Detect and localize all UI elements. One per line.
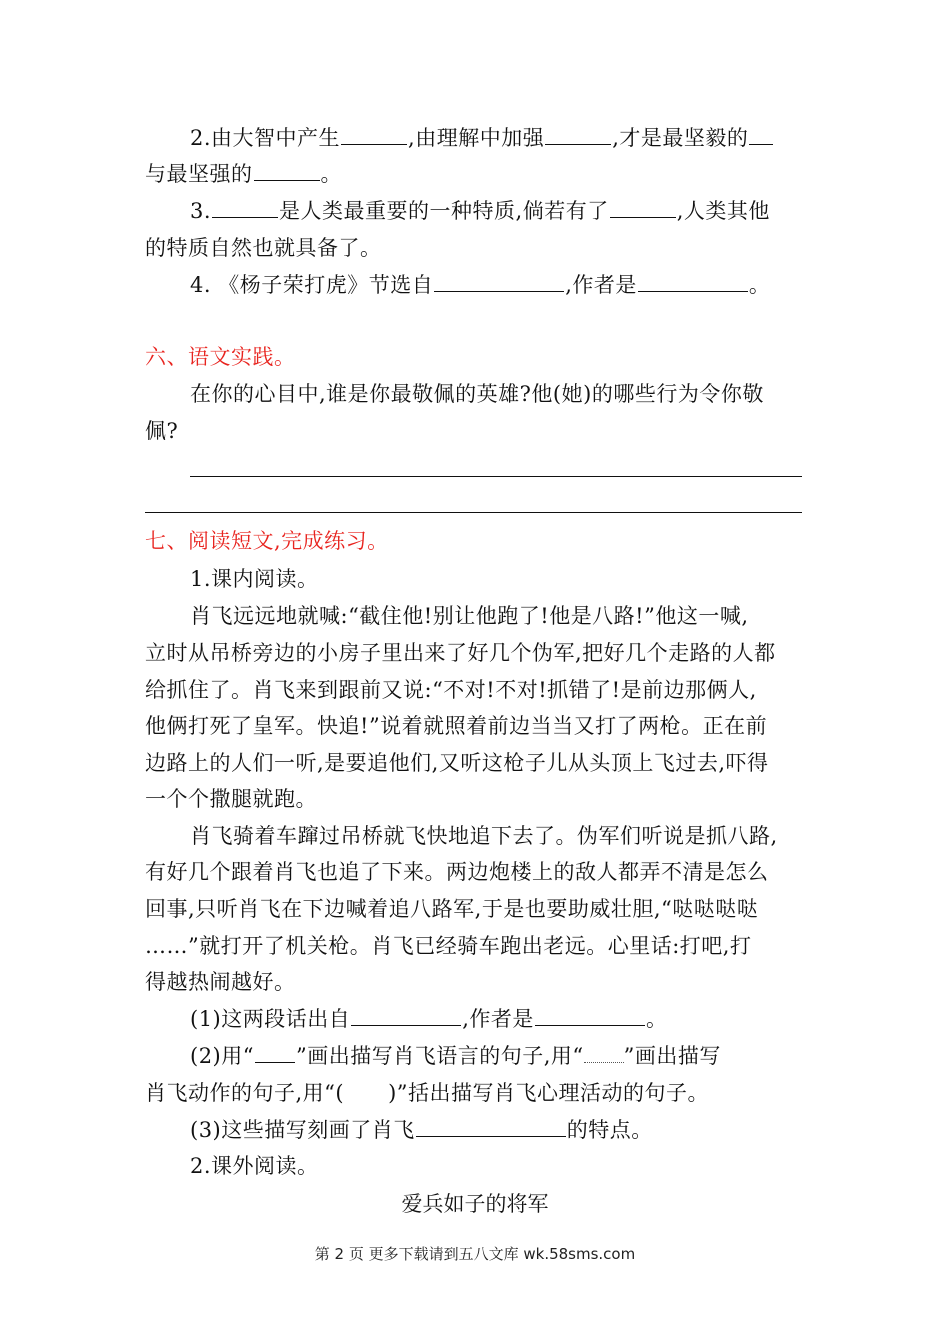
passage-line: 肖飞远远地就喊:“截住他!别让他跑了!他是八路!”他这一喊, xyxy=(190,604,749,628)
q5-item2-text: ,才是最坚毅的 xyxy=(612,126,749,150)
answer-line[interactable] xyxy=(190,476,802,477)
answer-blank[interactable] xyxy=(351,1003,461,1026)
q6-prompt: 在你的心目中,谁是你最敬佩的英雄?他(她)的哪些行为令你敬 xyxy=(190,382,764,406)
question-text: (2)用“ xyxy=(190,1044,254,1068)
passage-line: 他俩打死了皇军。快追!”说着就照着前边当当又打了两枪。正在前 xyxy=(145,714,768,738)
q5-item-4 xyxy=(190,266,805,304)
q5-item2-text: 与最坚强的 xyxy=(145,162,253,186)
section-7-heading: 七、阅读短文,完成练习。 xyxy=(145,529,389,553)
q7-question-2 xyxy=(190,1037,805,1075)
question-text: )”括出描写肖飞心理活动的句子。 xyxy=(388,1081,710,1105)
q5-item2-text: 2.由大智中产生 xyxy=(190,126,341,150)
q5-item3-text: 3. xyxy=(190,199,212,223)
answer-blank[interactable] xyxy=(545,122,611,145)
q5-item4-text: 。 xyxy=(748,273,771,297)
q5-item4-text: ,作者是 xyxy=(565,273,637,297)
answer-blank[interactable] xyxy=(535,1003,645,1026)
q6-prompt-cont: 佩? xyxy=(145,419,179,443)
straight-underline-sample xyxy=(255,1040,295,1063)
q5-item2-text: 。 xyxy=(320,162,342,186)
passage-line: ……”就打开了机关枪。肖飞已经骑车跑出老远。心里话:打吧,打 xyxy=(145,934,752,958)
section-6-heading: 六、语文实践。 xyxy=(145,345,296,369)
q5-item2-text: ,由理解中加强 xyxy=(408,126,545,150)
q5-item4-text: 4. 《杨子荣打虎》节选自 xyxy=(190,273,434,297)
q5-item3-text: 的特质自然也就具备了。 xyxy=(145,236,382,260)
answer-blank[interactable] xyxy=(212,195,278,218)
page-footer: 第 2 页 更多下载请到五八文库 wk.58sms.com xyxy=(314,1245,636,1263)
q5-item3-text: ,人类其他 xyxy=(676,199,770,223)
answer-blank[interactable] xyxy=(638,269,748,292)
answer-blank[interactable] xyxy=(416,1114,566,1137)
wavy-underline-sample xyxy=(584,1042,624,1063)
q5-item-3-cont xyxy=(145,229,805,267)
answer-blank[interactable] xyxy=(749,122,773,145)
q5-item3-text: 是人类最重要的一种特质,倘若有了 xyxy=(279,199,609,223)
answer-blank[interactable] xyxy=(254,158,320,181)
question-text: ”画出描写 xyxy=(623,1044,721,1068)
q7-question-3 xyxy=(190,1111,805,1149)
q5-item-2-cont xyxy=(145,155,805,193)
q7-sub2: 2.课外阅读。 xyxy=(190,1154,319,1178)
question-text: (1)这两段话出自 xyxy=(190,1007,351,1031)
answer-line[interactable] xyxy=(145,512,802,513)
question-text: 的特点。 xyxy=(566,1118,653,1142)
question-text: ”画出描写肖飞语言的句子,用“ xyxy=(295,1044,584,1068)
answer-blank[interactable] xyxy=(341,122,407,145)
q7-sub1: 1.课内阅读。 xyxy=(190,567,319,591)
answer-blank[interactable] xyxy=(434,269,564,292)
question-text: 肖飞动作的句子,用“( xyxy=(145,1081,345,1105)
passage-line: 一个个撒腿就跑。 xyxy=(145,787,317,811)
question-text: (3)这些描写刻画了肖飞 xyxy=(190,1118,415,1142)
q7-question-1 xyxy=(190,1000,805,1038)
passage-line: 得越热闹越好。 xyxy=(145,970,296,994)
q5-item-2 xyxy=(190,119,805,157)
passage-line: 回事,只听肖飞在下边喊着追八路军,于是也要助威壮胆,“哒哒哒哒 xyxy=(145,897,759,921)
question-text: ,作者是 xyxy=(462,1007,534,1031)
q7-question-2-cont xyxy=(145,1074,805,1112)
passage-line: 有好几个跟着肖飞也追了下来。两边炮楼上的敌人都弄不清是怎么 xyxy=(145,860,769,884)
question-text: 。 xyxy=(645,1007,668,1031)
passage-line: 给抓住了。肖飞来到跟前又说:“不对!不对!抓错了!是前边那俩人, xyxy=(145,678,757,702)
story-title: 爱兵如子的将军 xyxy=(401,1192,549,1216)
answer-blank[interactable] xyxy=(610,195,676,218)
q5-item-3 xyxy=(190,192,805,230)
passage-line: 立时从吊桥旁边的小房子里出来了好几个伪军,把好几个走路的人都 xyxy=(145,641,776,665)
passage-line: 边路上的人们一听,是要追他们,又听这枪子儿从头顶上飞过去,吓得 xyxy=(145,751,769,775)
passage-line: 肖飞骑着车蹿过吊桥就飞快地追下去了。伪军们听说是抓八路, xyxy=(190,824,778,848)
